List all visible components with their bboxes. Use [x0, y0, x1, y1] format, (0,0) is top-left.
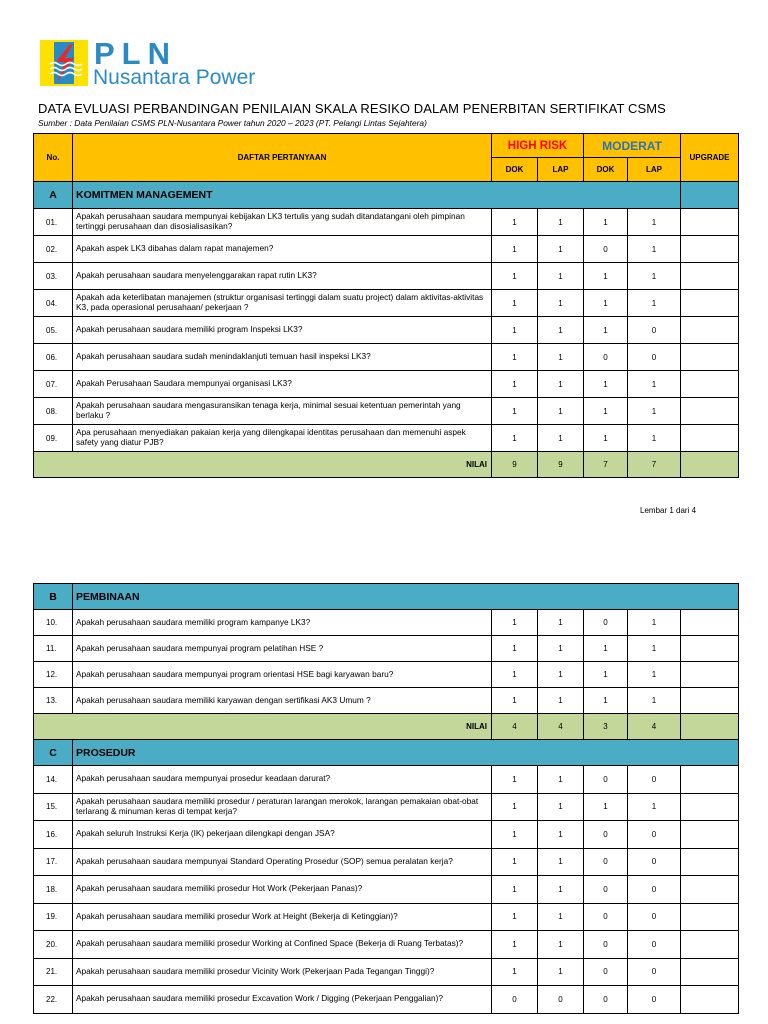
row-upgrade-cell — [681, 688, 739, 714]
row-value-dok-high: 1 — [492, 931, 538, 959]
row-number: 13. — [34, 688, 73, 714]
row-value-lap-moderat: 1 — [628, 236, 681, 263]
row-value-lap-moderat: 0 — [628, 903, 681, 931]
row-value-dok-high: 0 — [492, 986, 538, 1014]
row-question: Apakah perusahaan saudara mempunyai kebijakan LK3 tertulis yang sudah ditandatangani oleh pimpinan tertinggi perusahaan dan disosialisasikan? — [73, 209, 492, 236]
row-upgrade-cell — [681, 958, 739, 986]
row-value-dok-moderat: 0 — [584, 903, 628, 931]
logo-subtitle: Nusantara Power — [93, 66, 256, 89]
row-upgrade-cell — [681, 931, 739, 959]
row-value-lap-high: 1 — [538, 636, 584, 662]
row-question: Apakah perusahaan saudara memiliki program kampanye LK3? — [73, 610, 492, 636]
row-value-dok-moderat: 1 — [584, 317, 628, 344]
row-question: Apakah perusahaan saudara memiliki prosedur Hot Work (Pekerjaan Panas)? — [73, 876, 492, 904]
row-value-dok-moderat: 1 — [584, 290, 628, 317]
row-value-dok-moderat: 0 — [584, 610, 628, 636]
row-value-lap-moderat: 0 — [628, 958, 681, 986]
row-number: 12. — [34, 662, 73, 688]
row-value-dok-high: 1 — [492, 398, 538, 425]
row-value-dok-high: 1 — [492, 317, 538, 344]
row-upgrade-cell — [681, 766, 739, 794]
row-question: Apakah perusahaan saudara memiliki prosedur Work at Height (Bekerja di Ketinggian)? — [73, 903, 492, 931]
row-number: 18. — [34, 876, 73, 904]
row-value-dok-moderat: 1 — [584, 662, 628, 688]
table-row — [34, 425, 739, 452]
row-value-lap-high: 1 — [538, 688, 584, 714]
nilai-value: 4 — [538, 714, 584, 740]
row-value-lap-high: 1 — [538, 425, 584, 452]
row-question: Apakah ada keterlibatan manajemen (struktur organisasi tertinggi dalam suatu project) dalam aktivitas-aktivitas K3, pada operasional perusahaan/ pekerjaan ? — [73, 290, 492, 317]
row-value-dok-high: 1 — [492, 610, 538, 636]
section-letter: B — [34, 584, 73, 610]
row-value-dok-high: 1 — [492, 958, 538, 986]
table-row — [34, 876, 739, 904]
row-value-lap-high: 1 — [538, 903, 584, 931]
row-value-dok-high: 1 — [492, 344, 538, 371]
row-value-lap-high: 1 — [538, 610, 584, 636]
row-question: Apakah perusahaan saudara memiliki prosedur Vicinity Work (Pekerjaan Pada Tegangan Tinggi)? — [73, 958, 492, 986]
row-value-dok-moderat: 0 — [584, 821, 628, 849]
row-upgrade-cell — [681, 848, 739, 876]
row-value-dok-high: 1 — [492, 236, 538, 263]
row-upgrade-cell — [681, 793, 739, 821]
row-upgrade-cell — [681, 636, 739, 662]
table-row — [34, 344, 739, 371]
row-value-lap-high: 1 — [538, 209, 584, 236]
nilai-value: 7 — [584, 452, 628, 478]
row-number: 08. — [34, 398, 73, 425]
table-row — [34, 371, 739, 398]
row-value-dok-moderat: 0 — [584, 848, 628, 876]
row-value-lap-moderat: 1 — [628, 398, 681, 425]
row-value-lap-high: 1 — [538, 398, 584, 425]
row-upgrade-cell — [681, 263, 739, 290]
row-value-dok-moderat: 0 — [584, 876, 628, 904]
row-question: Apakah perusahaan saudara sudah menindaklanjuti temuan hasil inspeksi LK3? — [73, 344, 492, 371]
row-value-dok-moderat: 1 — [584, 793, 628, 821]
row-question: Apakah perusahaan saudara mempunyai program pelatihan HSE ? — [73, 636, 492, 662]
nilai-label: NILAI — [34, 452, 492, 478]
section-letter: A — [34, 182, 73, 209]
row-value-lap-moderat: 1 — [628, 610, 681, 636]
row-value-dok-high: 1 — [492, 821, 538, 849]
row-upgrade-cell — [681, 290, 739, 317]
row-upgrade-cell — [681, 610, 739, 636]
row-value-dok-moderat: 1 — [584, 398, 628, 425]
row-value-lap-moderat: 0 — [628, 344, 681, 371]
row-question: Apakah perusahaan saudara mempunyai Standard Operating Prosedur (SOP) semua peralatan kerja? — [73, 848, 492, 876]
row-question: Apakah perusahaan saudara memiliki prosedur / peraturan larangan merokok, larangan pemakaian obat-obat terlarang & minuman keras di tempat kerja? — [73, 793, 492, 821]
header-question: DAFTAR PERTANYAAN — [73, 134, 492, 182]
row-value-lap-moderat: 0 — [628, 821, 681, 849]
row-value-dok-moderat: 0 — [584, 986, 628, 1014]
table-row — [34, 317, 739, 344]
row-value-lap-high: 1 — [538, 662, 584, 688]
row-question: Apakah perusahaan saudara memiliki prosedur Working at Confined Space (Bekerja di Ruang Terbatas)? — [73, 931, 492, 959]
row-value-lap-high: 1 — [538, 263, 584, 290]
row-value-lap-moderat: 1 — [628, 290, 681, 317]
nilai-value: 7 — [628, 452, 681, 478]
logo-name: PLN — [94, 36, 177, 71]
row-number: 20. — [34, 931, 73, 959]
nilai-label: NILAI — [34, 714, 492, 740]
row-upgrade-cell — [681, 371, 739, 398]
row-value-dok-high: 1 — [492, 848, 538, 876]
assessment-table-page-1 — [33, 133, 739, 478]
table-row — [34, 290, 739, 317]
pln-logo — [36, 34, 286, 94]
table-row — [34, 398, 739, 425]
row-value-dok-moderat: 1 — [584, 636, 628, 662]
row-question: Apakah seluruh Instruksi Kerja (IK) pekerjaan dilengkapi dengan JSA? — [73, 821, 492, 849]
page-number: Lembar 1 dari 4 — [640, 506, 697, 515]
nilai-upgrade-cell — [681, 452, 739, 478]
nilai-value: 4 — [628, 714, 681, 740]
table-row — [34, 848, 739, 876]
row-value-lap-high: 1 — [538, 371, 584, 398]
row-value-lap-high: 1 — [538, 290, 584, 317]
table-row — [34, 688, 739, 714]
row-question: Apakah perusahaan saudara memiliki karyawan dengan sertifikasi AK3 Umum ? — [73, 688, 492, 714]
row-number: 03. — [34, 263, 73, 290]
table-row — [34, 662, 739, 688]
row-value-dok-high: 1 — [492, 290, 538, 317]
row-upgrade-cell — [681, 662, 739, 688]
row-value-lap-high: 1 — [538, 876, 584, 904]
row-value-dok-high: 1 — [492, 425, 538, 452]
header-dok-high: DOK — [492, 158, 538, 182]
row-value-dok-high: 1 — [492, 263, 538, 290]
row-value-dok-high: 1 — [492, 766, 538, 794]
row-value-dok-moderat: 0 — [584, 766, 628, 794]
row-upgrade-cell — [681, 209, 739, 236]
header-dok-moderat: DOK — [584, 158, 628, 182]
row-upgrade-cell — [681, 821, 739, 849]
row-value-lap-moderat: 0 — [628, 931, 681, 959]
header-high-risk: HIGH RISK — [492, 134, 584, 158]
row-question: Apa perusahaan menyediakan pakaian kerja yang dilengkapai identitas perusahaan dan memenuhi aspek safety yang diatur PJB? — [73, 425, 492, 452]
row-number: 05. — [34, 317, 73, 344]
row-value-lap-moderat: 1 — [628, 425, 681, 452]
row-number: 15. — [34, 793, 73, 821]
nilai-value: 9 — [538, 452, 584, 478]
row-number: 17. — [34, 848, 73, 876]
row-value-dok-moderat: 1 — [584, 688, 628, 714]
row-value-dok-high: 1 — [492, 636, 538, 662]
row-value-lap-moderat: 1 — [628, 371, 681, 398]
nilai-value: 3 — [584, 714, 628, 740]
row-value-dok-moderat: 0 — [584, 344, 628, 371]
header-lap-moderat: LAP — [628, 158, 681, 182]
row-value-lap-moderat: 1 — [628, 793, 681, 821]
table-row — [34, 209, 739, 236]
row-value-dok-high: 1 — [492, 903, 538, 931]
table-row — [34, 821, 739, 849]
row-value-lap-moderat: 0 — [628, 766, 681, 794]
row-upgrade-cell — [681, 425, 739, 452]
row-value-lap-moderat: 0 — [628, 848, 681, 876]
section-title: PEMBINAAN — [73, 584, 739, 610]
table-row — [34, 793, 739, 821]
row-value-dok-high: 1 — [492, 793, 538, 821]
document-source: Sumber : Data Penilaian CSMS PLN-Nusantara Power tahun 2020 – 2023 (PT. Pelangi Lintas Sejahtera) — [38, 118, 427, 128]
row-value-dok-moderat: 0 — [584, 958, 628, 986]
row-question: Apakah perusahaan saudara mempunyai program orientasi HSE bagi karyawan baru? — [73, 662, 492, 688]
row-number: 07. — [34, 371, 73, 398]
row-number: 21. — [34, 958, 73, 986]
row-value-lap-high: 1 — [538, 236, 584, 263]
row-value-lap-high: 1 — [538, 958, 584, 986]
row-value-dok-moderat: 1 — [584, 425, 628, 452]
header-lap-high: LAP — [538, 158, 584, 182]
row-value-lap-moderat: 1 — [628, 662, 681, 688]
row-upgrade-cell — [681, 986, 739, 1014]
row-number: 22. — [34, 986, 73, 1014]
row-upgrade-cell — [681, 344, 739, 371]
row-question: Apakah perusahaan saudara memiliki prosedur Excavation Work / Digging (Pekerjaan Penggalian)? — [73, 986, 492, 1014]
table-row — [34, 903, 739, 931]
row-upgrade-cell — [681, 398, 739, 425]
nilai-upgrade-cell — [681, 714, 739, 740]
row-upgrade-cell — [681, 317, 739, 344]
row-value-dok-high: 1 — [492, 209, 538, 236]
table-row — [34, 931, 739, 959]
table-row — [34, 610, 739, 636]
row-value-lap-moderat: 1 — [628, 263, 681, 290]
row-question: Apakah perusahaan saudara mengasuransikan tenaga kerja, minimal sesuai ketentuan pemerintah yang berlaku ? — [73, 398, 492, 425]
row-value-lap-moderat: 0 — [628, 876, 681, 904]
table-row — [34, 766, 739, 794]
row-number: 02. — [34, 236, 73, 263]
row-question: Apakah Perusahaan Saudara mempunyai organisasi LK3? — [73, 371, 492, 398]
header-no: No. — [34, 134, 73, 182]
row-upgrade-cell — [681, 876, 739, 904]
row-value-lap-high: 1 — [538, 848, 584, 876]
row-value-lap-moderat: 1 — [628, 209, 681, 236]
row-value-lap-moderat: 0 — [628, 317, 681, 344]
row-question: Apakah perusahaan saudara memiliki program Inspeksi LK3? — [73, 317, 492, 344]
row-value-lap-high: 1 — [538, 344, 584, 371]
row-value-dok-high: 1 — [492, 688, 538, 714]
section-letter: C — [34, 740, 73, 766]
row-value-dok-moderat: 1 — [584, 209, 628, 236]
row-value-lap-moderat: 1 — [628, 688, 681, 714]
row-number: 16. — [34, 821, 73, 849]
row-number: 04. — [34, 290, 73, 317]
section-title: KOMITMEN MANAGEMENT — [73, 182, 681, 209]
table-row — [34, 986, 739, 1014]
row-value-dok-moderat: 0 — [584, 931, 628, 959]
row-upgrade-cell — [681, 903, 739, 931]
row-value-lap-high: 1 — [538, 766, 584, 794]
row-value-lap-moderat: 0 — [628, 986, 681, 1014]
row-value-lap-high: 1 — [538, 793, 584, 821]
row-number: 11. — [34, 636, 73, 662]
row-value-lap-high: 1 — [538, 931, 584, 959]
section-title: PROSEDUR — [73, 740, 739, 766]
row-value-dok-moderat: 1 — [584, 371, 628, 398]
row-value-dok-moderat: 1 — [584, 263, 628, 290]
table-row — [34, 236, 739, 263]
row-value-dok-moderat: 0 — [584, 236, 628, 263]
row-upgrade-cell — [681, 236, 739, 263]
row-value-lap-moderat: 1 — [628, 636, 681, 662]
row-value-dok-high: 1 — [492, 662, 538, 688]
row-question: Apakah aspek LK3 dibahas dalam rapat manajemen? — [73, 236, 492, 263]
row-value-lap-high: 0 — [538, 986, 584, 1014]
row-number: 14. — [34, 766, 73, 794]
row-value-lap-high: 1 — [538, 317, 584, 344]
nilai-value: 4 — [492, 714, 538, 740]
row-question: Apakah perusahaan saudara menyelenggarakan rapat rutin LK3? — [73, 263, 492, 290]
row-value-dok-high: 1 — [492, 876, 538, 904]
row-number: 10. — [34, 610, 73, 636]
assessment-table-page-2 — [33, 583, 739, 1014]
table-row — [34, 263, 739, 290]
row-number: 01. — [34, 209, 73, 236]
table-row — [34, 958, 739, 986]
table-row — [34, 636, 739, 662]
pln-logo-icon — [40, 40, 88, 86]
row-number: 09. — [34, 425, 73, 452]
row-number: 19. — [34, 903, 73, 931]
row-value-dok-high: 1 — [492, 371, 538, 398]
row-number: 06. — [34, 344, 73, 371]
header-moderat: MODERAT — [584, 134, 681, 158]
document-title: DATA EVLUASI PERBANDINGAN PENILAIAN SKALA RESIKO DALAM PENERBITAN SERTIFIKAT CSMS — [38, 101, 666, 116]
nilai-value: 9 — [492, 452, 538, 478]
header-upgrade: UPGRADE — [681, 134, 739, 182]
row-value-lap-high: 1 — [538, 821, 584, 849]
row-question: Apakah perusahaan saudara mempunyai prosedur keadaan darurat? — [73, 766, 492, 794]
section-upgrade-cell — [681, 182, 739, 209]
